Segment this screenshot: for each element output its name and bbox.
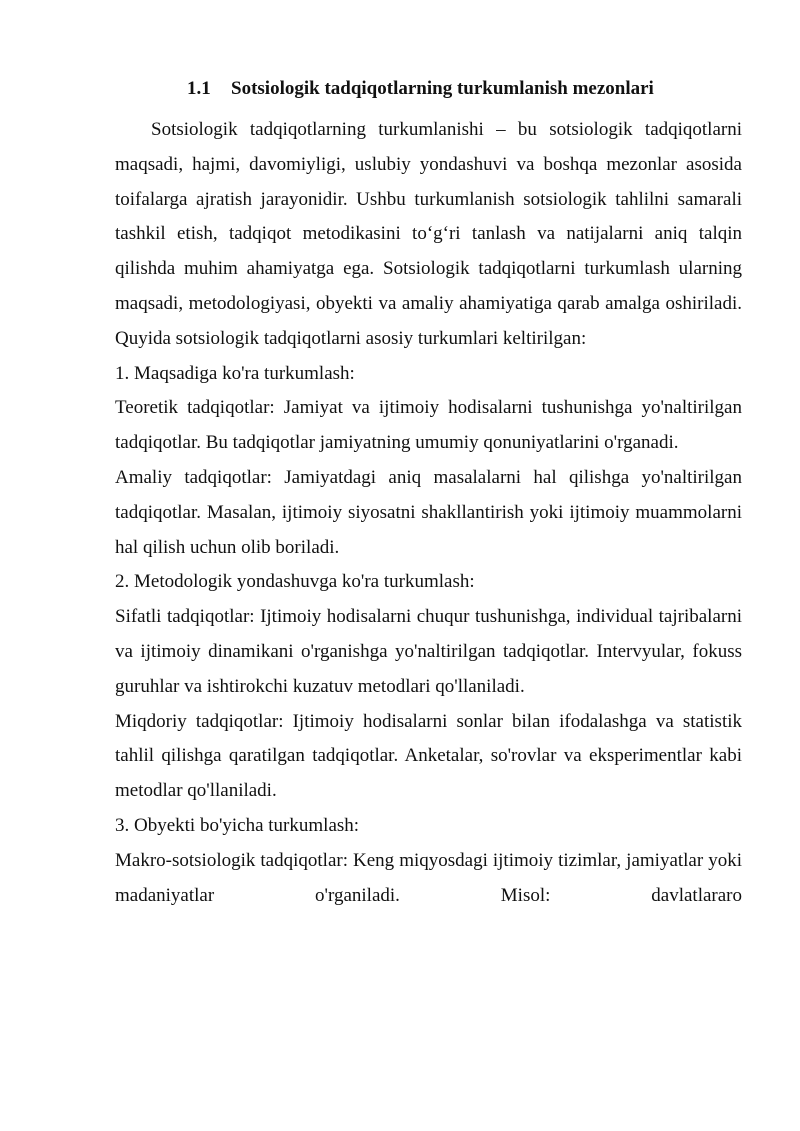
section-title: Sotsiologik tadqiqotlarning turkumlanish mezonlari [231,78,654,99]
list-heading-purpose: 1. Maqsadiga ko'ra turkumlash: [115,362,355,384]
paragraph-qualitative-research: Sifatli tadqiqotlar: Ijtimoiy hodisalarni chuqur tushunishga, individual tajribalarni va ijtimoiy dinamikani o'rganishga yo'naltirilgan tadqiqotlar. Intervyular, fokuss guruhlar va ishtirokchi kuzatuv metodlari qo'llaniladi. [115,606,742,697]
paragraph-quantitative-research: Miqdoriy tadqiqotlar: Ijtimoiy hodisalarni sonlar bilan ifodalashga va statistik tahlil qilishga qaratilgan tadqiqotlar. Anketalar, so'rovlar va eksperimentlar kabi metodlar qo'llaniladi. [115,710,742,802]
paragraph-theoretical-research: Teoretik tadqiqotlar: Jamiyat va ijtimoiy hodisalarni tushunishga yo'naltirilgan tadqiqotlar. Bu tadqiqotlar jamiyatning umumiy qonuniyatlarini o'rganadi. [115,397,742,454]
section-number: 1.1 [187,78,211,99]
list-heading-object: 3. Obyekti bo'yicha turkumlash: [115,814,360,836]
paragraph-macro-research: Makro-sotsiologik tadqiqotlar: Keng miqyosdagi ijtimoiy tizimlar, jamiyatlar yoki madaniyatlar o'rganiladi. Misol: davlatlararo [115,849,742,906]
section-heading [187,76,654,102]
body-text [115,113,742,913]
list-heading-methodology: 2. Metodologik yondashuvga ko'ra turkumlash: [115,571,475,593]
intro-paragraph: Sotsiologik tadqiqotlarning turkumlanishi – bu sotsiologik tadqiqotlarni maqsadi, hajmi, davomiyligi, uslubiy yondashuvi va boshqa mezonlar asosida toifalarga ajratish jarayonidir. Ushbu turkumlanish sotsiologik tahlilni samarali tashkil etish, tadqiqot metodikasini to‘g‘ri tanlash va natijalarni aniq talqin qilishda muhim ahamiyatga ega. Sotsiologik tadqiqotlarni turkumlash ularning maqsadi, metodologiyasi, obyekti va amaliy ahamiyatiga qarab amalga oshiriladi. Quyida sotsiologik tadqiqotlarni asosiy turkumlari keltirilgan: [115,119,742,349]
paragraph-applied-research: Amaliy tadqiqotlar: Jamiyatdagi aniq masalalarni hal qilishga yo'naltirilgan tadqiqotlar. Masalan, ijtimoiy siyosatni shakllantirish yoki ijtimoiy muammolarni hal qilish uchun olib boriladi. [115,466,742,558]
